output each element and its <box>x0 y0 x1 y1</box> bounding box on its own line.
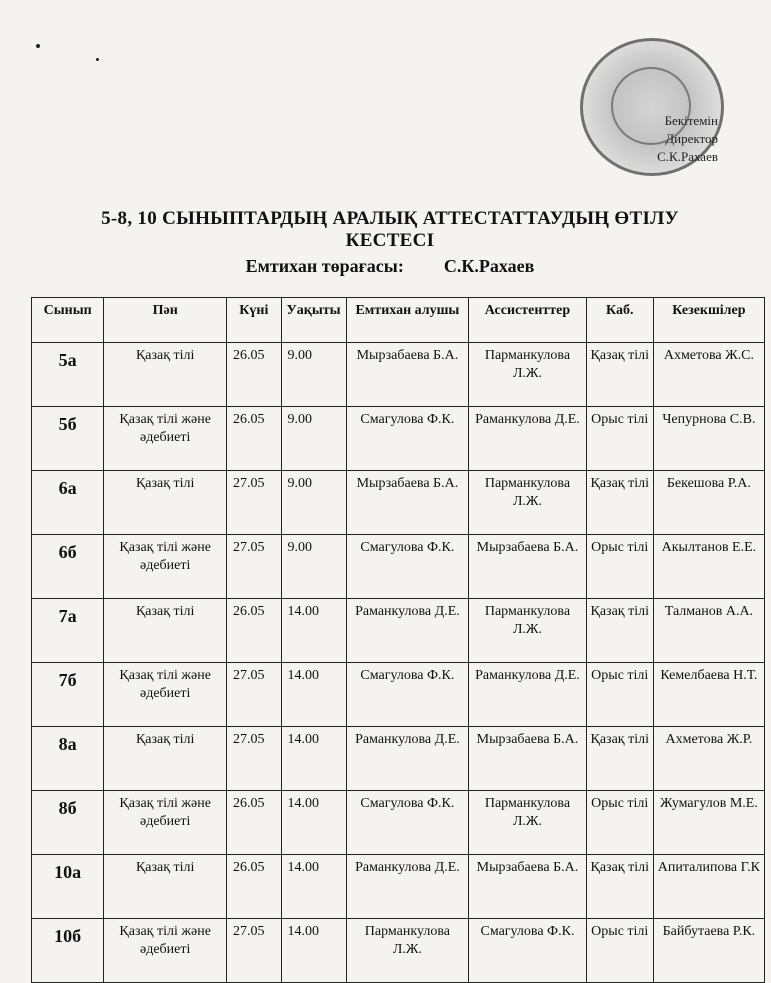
date-cell: 27.05 <box>227 727 282 791</box>
header-time: Уақыты <box>281 298 346 343</box>
table-row <box>32 919 765 983</box>
duty-cell: Апиталипова Г.К <box>653 855 764 919</box>
time-cell: 14.00 <box>281 791 346 855</box>
examiner-cell: Раманкулова Д.Е. <box>346 599 469 663</box>
time-cell: 14.00 <box>281 599 346 663</box>
examiner-cell: Смагулова Ф.К. <box>346 791 469 855</box>
header-class: Сынып <box>32 298 104 343</box>
room-cell: Қазақ тілі <box>586 343 653 407</box>
date-cell: 27.05 <box>227 663 282 727</box>
room-cell: Орыс тілі <box>586 791 653 855</box>
duty-cell: Акылтанов Е.Е. <box>653 535 764 599</box>
date-cell: 27.05 <box>227 919 282 983</box>
assistant-cell: Раманкулова Д.Е. <box>469 407 586 471</box>
speck <box>96 58 99 61</box>
speck <box>36 44 40 48</box>
time-cell: 9.00 <box>281 471 346 535</box>
title-line-1: 5-8, 10 СЫНЫПТАРДЫҢ АРАЛЫҚ АТТЕСТАТТАУДЫҢ ӨТІЛУ <box>101 208 679 229</box>
examiner-cell: Парманкулова Л.Ж. <box>346 919 469 983</box>
date-cell: 27.05 <box>227 535 282 599</box>
table-row <box>32 791 765 855</box>
duty-cell: Ахметова Ж.Р. <box>653 727 764 791</box>
examiner-cell: Мырзабаева Б.А. <box>346 343 469 407</box>
class-cell: 8б <box>32 791 104 855</box>
assistant-cell: Раманкулова Д.Е. <box>469 663 586 727</box>
schedule-table <box>31 297 765 983</box>
approval-line-3: С.К.Рахаев <box>657 149 718 164</box>
date-cell: 26.05 <box>227 599 282 663</box>
date-cell: 26.05 <box>227 855 282 919</box>
duty-cell: Ахметова Ж.С. <box>653 343 764 407</box>
assistant-cell: Смагулова Ф.К. <box>469 919 586 983</box>
class-cell: 5б <box>32 407 104 471</box>
document-title <box>30 208 750 252</box>
date-cell: 26.05 <box>227 343 282 407</box>
chair-label: Емтихан төрағасы: <box>245 256 404 276</box>
time-cell: 9.00 <box>281 343 346 407</box>
examiner-cell: Смагулова Ф.К. <box>346 407 469 471</box>
duty-cell: Байбутаева Р.К. <box>653 919 764 983</box>
header-subject: Пән <box>104 298 227 343</box>
subject-cell: Қазақ тілі <box>104 599 227 663</box>
assistant-cell: Мырзабаева Б.А. <box>469 727 586 791</box>
header-room: Каб. <box>586 298 653 343</box>
room-cell: Қазақ тілі <box>586 471 653 535</box>
class-cell: 10а <box>32 855 104 919</box>
subject-cell: Қазақ тілі және әдебиеті <box>104 535 227 599</box>
table-row <box>32 599 765 663</box>
duty-cell: Жумагулов М.Е. <box>653 791 764 855</box>
header-assistants: Ассистенттер <box>469 298 586 343</box>
room-cell: Қазақ тілі <box>586 727 653 791</box>
examiner-cell: Раманкулова Д.Е. <box>346 727 469 791</box>
room-cell: Орыс тілі <box>586 663 653 727</box>
title-line-2: КЕСТЕСІ <box>345 230 435 251</box>
examiner-cell: Смагулова Ф.К. <box>346 663 469 727</box>
approval-block <box>598 112 718 166</box>
time-cell: 14.00 <box>281 727 346 791</box>
chair-name: С.К.Рахаев <box>443 256 535 276</box>
duty-cell: Бекешова Р.А. <box>653 471 764 535</box>
table-row <box>32 535 765 599</box>
examiner-cell: Смагулова Ф.К. <box>346 535 469 599</box>
assistant-cell: Мырзабаева Б.А. <box>469 535 586 599</box>
duty-cell: Кемелбаева Н.Т. <box>653 663 764 727</box>
table-row <box>32 855 765 919</box>
room-cell: Орыс тілі <box>586 535 653 599</box>
header-examiner: Емтихан алушы <box>346 298 469 343</box>
time-cell: 14.00 <box>281 919 346 983</box>
class-cell: 10б <box>32 919 104 983</box>
examiner-cell: Мырзабаева Б.А. <box>346 471 469 535</box>
table-row <box>32 471 765 535</box>
assistant-cell: Парманкулова Л.Ж. <box>469 343 586 407</box>
room-cell: Орыс тілі <box>586 919 653 983</box>
subject-cell: Қазақ тілі <box>104 855 227 919</box>
class-cell: 5а <box>32 343 104 407</box>
date-cell: 27.05 <box>227 471 282 535</box>
time-cell: 14.00 <box>281 663 346 727</box>
class-cell: 6а <box>32 471 104 535</box>
table-row <box>32 727 765 791</box>
subject-cell: Қазақ тілі және әдебиеті <box>104 407 227 471</box>
room-cell: Қазақ тілі <box>586 855 653 919</box>
time-cell: 9.00 <box>281 407 346 471</box>
approval-line-1: Бекітемін <box>664 113 718 128</box>
class-cell: 8а <box>32 727 104 791</box>
class-cell: 6б <box>32 535 104 599</box>
room-cell: Қазақ тілі <box>586 599 653 663</box>
assistant-cell: Мырзабаева Б.А. <box>469 855 586 919</box>
exam-chair-line <box>30 256 750 277</box>
table-header-row <box>32 298 765 343</box>
header-duty: Кезекшілер <box>653 298 764 343</box>
subject-cell: Қазақ тілі және әдебиеті <box>104 663 227 727</box>
assistant-cell: Парманкулова Л.Ж. <box>469 791 586 855</box>
room-cell: Орыс тілі <box>586 407 653 471</box>
table-row <box>32 343 765 407</box>
subject-cell: Қазақ тілі <box>104 471 227 535</box>
subject-cell: Қазақ тілі және әдебиеті <box>104 919 227 983</box>
class-cell: 7б <box>32 663 104 727</box>
class-cell: 7а <box>32 599 104 663</box>
time-cell: 14.00 <box>281 855 346 919</box>
duty-cell: Талманов А.А. <box>653 599 764 663</box>
assistant-cell: Парманкулова Л.Ж. <box>469 471 586 535</box>
examiner-cell: Раманкулова Д.Е. <box>346 855 469 919</box>
date-cell: 26.05 <box>227 407 282 471</box>
subject-cell: Қазақ тілі және әдебиеті <box>104 791 227 855</box>
subject-cell: Қазақ тілі <box>104 343 227 407</box>
date-cell: 26.05 <box>227 791 282 855</box>
assistant-cell: Парманкулова Л.Ж. <box>469 599 586 663</box>
duty-cell: Чепурнова С.В. <box>653 407 764 471</box>
approval-line-2: Директор <box>665 131 718 146</box>
header-date: Күні <box>227 298 282 343</box>
subject-cell: Қазақ тілі <box>104 727 227 791</box>
table-row <box>32 663 765 727</box>
time-cell: 9.00 <box>281 535 346 599</box>
table-row <box>32 407 765 471</box>
